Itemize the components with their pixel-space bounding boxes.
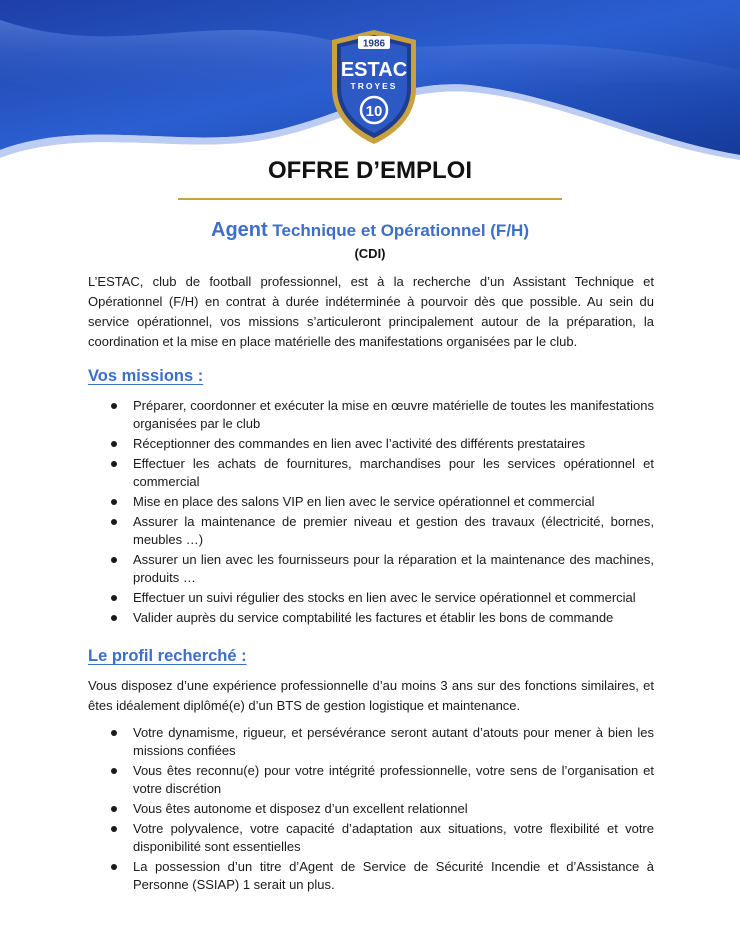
- bullet-icon: [111, 768, 117, 774]
- bullet-icon: [111, 557, 117, 563]
- page-title: OFFRE D’EMPLOI: [268, 157, 472, 184]
- job-title-lead: Agent: [211, 219, 268, 241]
- bullet-icon: [111, 595, 117, 601]
- job-title: [0, 219, 740, 242]
- title-divider: [178, 198, 562, 200]
- bullet-icon: [111, 461, 117, 467]
- bullet-icon: [111, 441, 117, 447]
- list-item: Assurer la maintenance de premier niveau et gestion des travaux (électricité, bornes, meubles …): [88, 513, 654, 549]
- bullet-icon: [111, 730, 117, 736]
- list-item: Effectuer les achats de fournitures, marchandises pour les services opérationnel et commercial: [88, 455, 654, 491]
- crest-city: TROYES: [350, 81, 398, 91]
- list-item: Valider auprès du service comptabilité les factures et établir les bons de commande: [88, 609, 654, 627]
- crest-year: 1986: [362, 38, 386, 50]
- bullet-icon: [111, 806, 117, 812]
- bullet-icon: [111, 403, 117, 409]
- job-title-rest: Technique et Opérationnel (F/H): [267, 221, 529, 240]
- profile-heading: Le profil recherché :: [88, 647, 247, 665]
- missions-heading: Vos missions :: [88, 367, 204, 385]
- intro-paragraph: L’ESTAC, club de football professionnel, est à la recherche d’un Assistant Technique et Opérationnel (F/H) en contrat à durée indéterminée à pourvoir dès que possible. Au sein du service opérationnel, vos missions s’articuleront principalement autour de la préparation, la coordination et la mise en place matérielle des manifestations organisées par le club.: [88, 274, 654, 349]
- list-item: Votre dynamisme, rigueur, et persévérance seront autant d’atouts pour mener à bien les missions confiées: [88, 724, 654, 760]
- list-item: Réceptionner des commandes en lien avec l’activité des différents prestataires: [88, 435, 654, 453]
- list-item: Mise en place des salons VIP en lien avec le service opérationnel et commercial: [88, 493, 654, 511]
- crest-number: 10: [365, 103, 383, 120]
- list-item: Assurer un lien avec les fournisseurs pour la réparation et la maintenance des machines, produits …: [88, 551, 654, 587]
- profile-intro: Vous disposez d’une expérience professionnelle d’au moins 3 ans sur des fonctions similaires, et êtes idéalement diplômé(e) d’un BTS de gestion logistique et maintenance.: [88, 678, 654, 713]
- bullet-icon: [111, 519, 117, 525]
- estac-crest-logo: [328, 28, 420, 146]
- bullet-icon: [111, 615, 117, 621]
- list-item: Vous êtes reconnu(e) pour votre intégrité professionnelle, votre sens de l’organisation et votre discrétion: [88, 762, 654, 798]
- list-item: Préparer, coordonner et exécuter la mise en œuvre matérielle de toutes les manifestations organisées par le club: [88, 397, 654, 433]
- contract-type: (CDI): [354, 246, 386, 261]
- missions-list: [88, 397, 654, 629]
- bullet-icon: [111, 826, 117, 832]
- list-item: Votre polyvalence, votre capacité d’adaptation aux situations, votre flexibilité et votre disponibilité sont essentielles: [88, 820, 654, 856]
- crest-name: ESTAC: [340, 59, 408, 81]
- profile-list: [88, 724, 654, 896]
- list-item: La possession d’un titre d’Agent de Service de Sécurité Incendie et d’Assistance à Personne (SSIAP) 1 serait un plus.: [88, 858, 654, 894]
- bullet-icon: [111, 864, 117, 870]
- bullet-icon: [111, 499, 117, 505]
- list-item: Effectuer un suivi régulier des stocks en lien avec le service opérationnel et commercial: [88, 589, 654, 607]
- list-item: Vous êtes autonome et disposez d’un excellent relationnel: [88, 800, 654, 818]
